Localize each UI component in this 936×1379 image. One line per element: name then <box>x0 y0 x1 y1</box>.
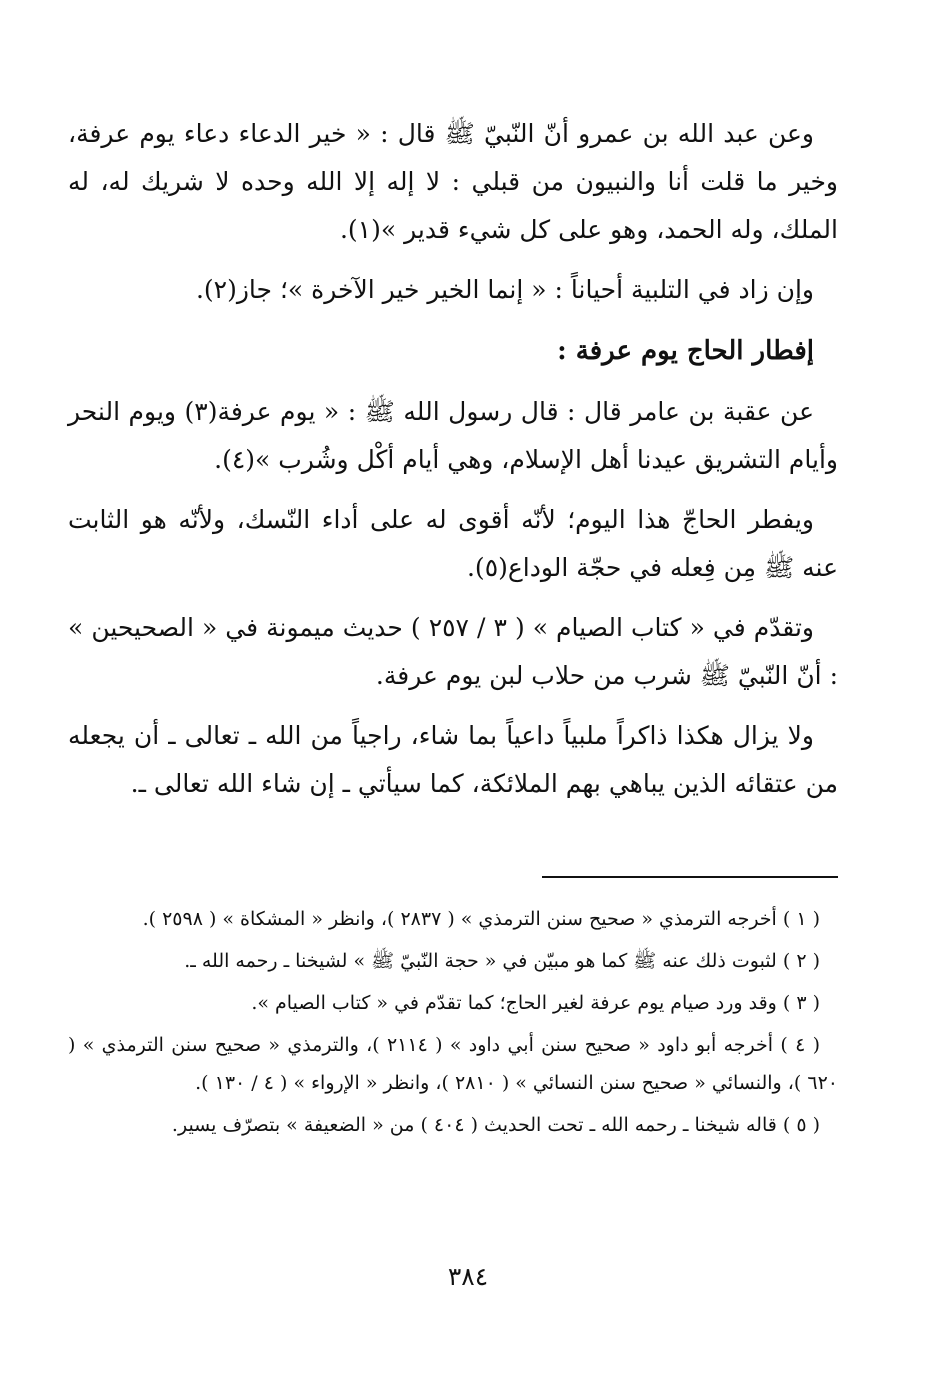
footnote-5: ( ٥ ) قاله شيخنا ـ رحمه الله ـ تحت الحديث ( ٤٠٤ ) من « الضعيفة » بتصرّف يسير. <box>171 1114 820 1136</box>
paragraph-talbiya-addition: وإن زاد في التلبية أحياناً : « إنما الخير خير الآخرة »؛ جاز(٢). <box>195 275 814 304</box>
paragraph-maymuna-hadith: وتقدّم في « كتاب الصيام » ( ٣ / ٢٥٧ ) حديث ميمونة في « الصحيحين » : أنّ النّبيّ ﷺ شرب من حلاب لبن يوم عرفة. <box>68 613 838 690</box>
footnote-4: ( ٤ ) أخرجه أبو داود « صحيح سنن أبي داود » ( ٢١١٤ )، والترمذي « صحيح سنن الترمذي » ( ٦٢٠ )، والنسائي « صحيح سنن النسائي » ( ٢٨١٠ )، وانظر « الإرواء » ( ٤ / ١٣٠ ). <box>68 1034 838 1094</box>
page-number: ٣٨٤ <box>447 1262 489 1291</box>
section-heading: إفطار الحاج يوم عرفة : <box>557 336 814 366</box>
main-text <box>68 110 838 820</box>
paragraph-continue-dhikr: ولا يزال هكذا ذاكراً ملبياً داعياً بما شاء، راجياً من الله ـ تعالى ـ أن يجعله من عتقائه الذين يباهي بهم الملائكة، كما سيأتي ـ إن شاء الله تعالى ـ. <box>68 721 838 798</box>
paragraph-hadith-best-dua: وعن عبد الله بن عمرو أنّ النّبيّ ﷺ قال : « خير الدعاء دعاء يوم عرفة، وخير ما قلت أنا والنبيون من قبلي : لا إله إلا الله وحده لا شريك له، له الملك، وله الحمد، وهو على كل شيء قدير »(١). <box>68 119 838 244</box>
footnote-2: ( ٢ ) لثبوت ذلك عنه ﷺ كما هو مبيّن في « حجة النّبيّ ﷺ » لشيخنا ـ رحمه الله ـ. <box>184 950 820 972</box>
paragraph-pilgrim-breaks-fast: ويفطر الحاجّ هذا اليوم؛ لأنّه أقوى له على أداء النّسك، ولأنّه هو الثابت عنه ﷺ مِن فِعله في حجّة الوداع(٥). <box>68 505 838 582</box>
footnote-1: ( ١ ) أخرجه الترمذي « صحيح سنن الترمذي » ( ٢٨٣٧ )، وانظر « المشكاة » ( ٢٥٩٨ ). <box>142 908 820 930</box>
footnotes <box>68 900 838 1148</box>
footnote-divider <box>542 876 838 878</box>
footnote-3: ( ٣ ) وقد ورد صيام يوم عرفة لغير الحاج؛ كما تقدّم في « كتاب الصيام ». <box>251 992 820 1014</box>
paragraph-uqba-hadith: عن عقبة بن عامر قال : قال رسول الله ﷺ : « يوم عرفة(٣) ويوم النحر وأيام التشريق عيدنا أهل الإسلام، وهي أيام أكْل وشُرب »(٤). <box>68 397 838 474</box>
